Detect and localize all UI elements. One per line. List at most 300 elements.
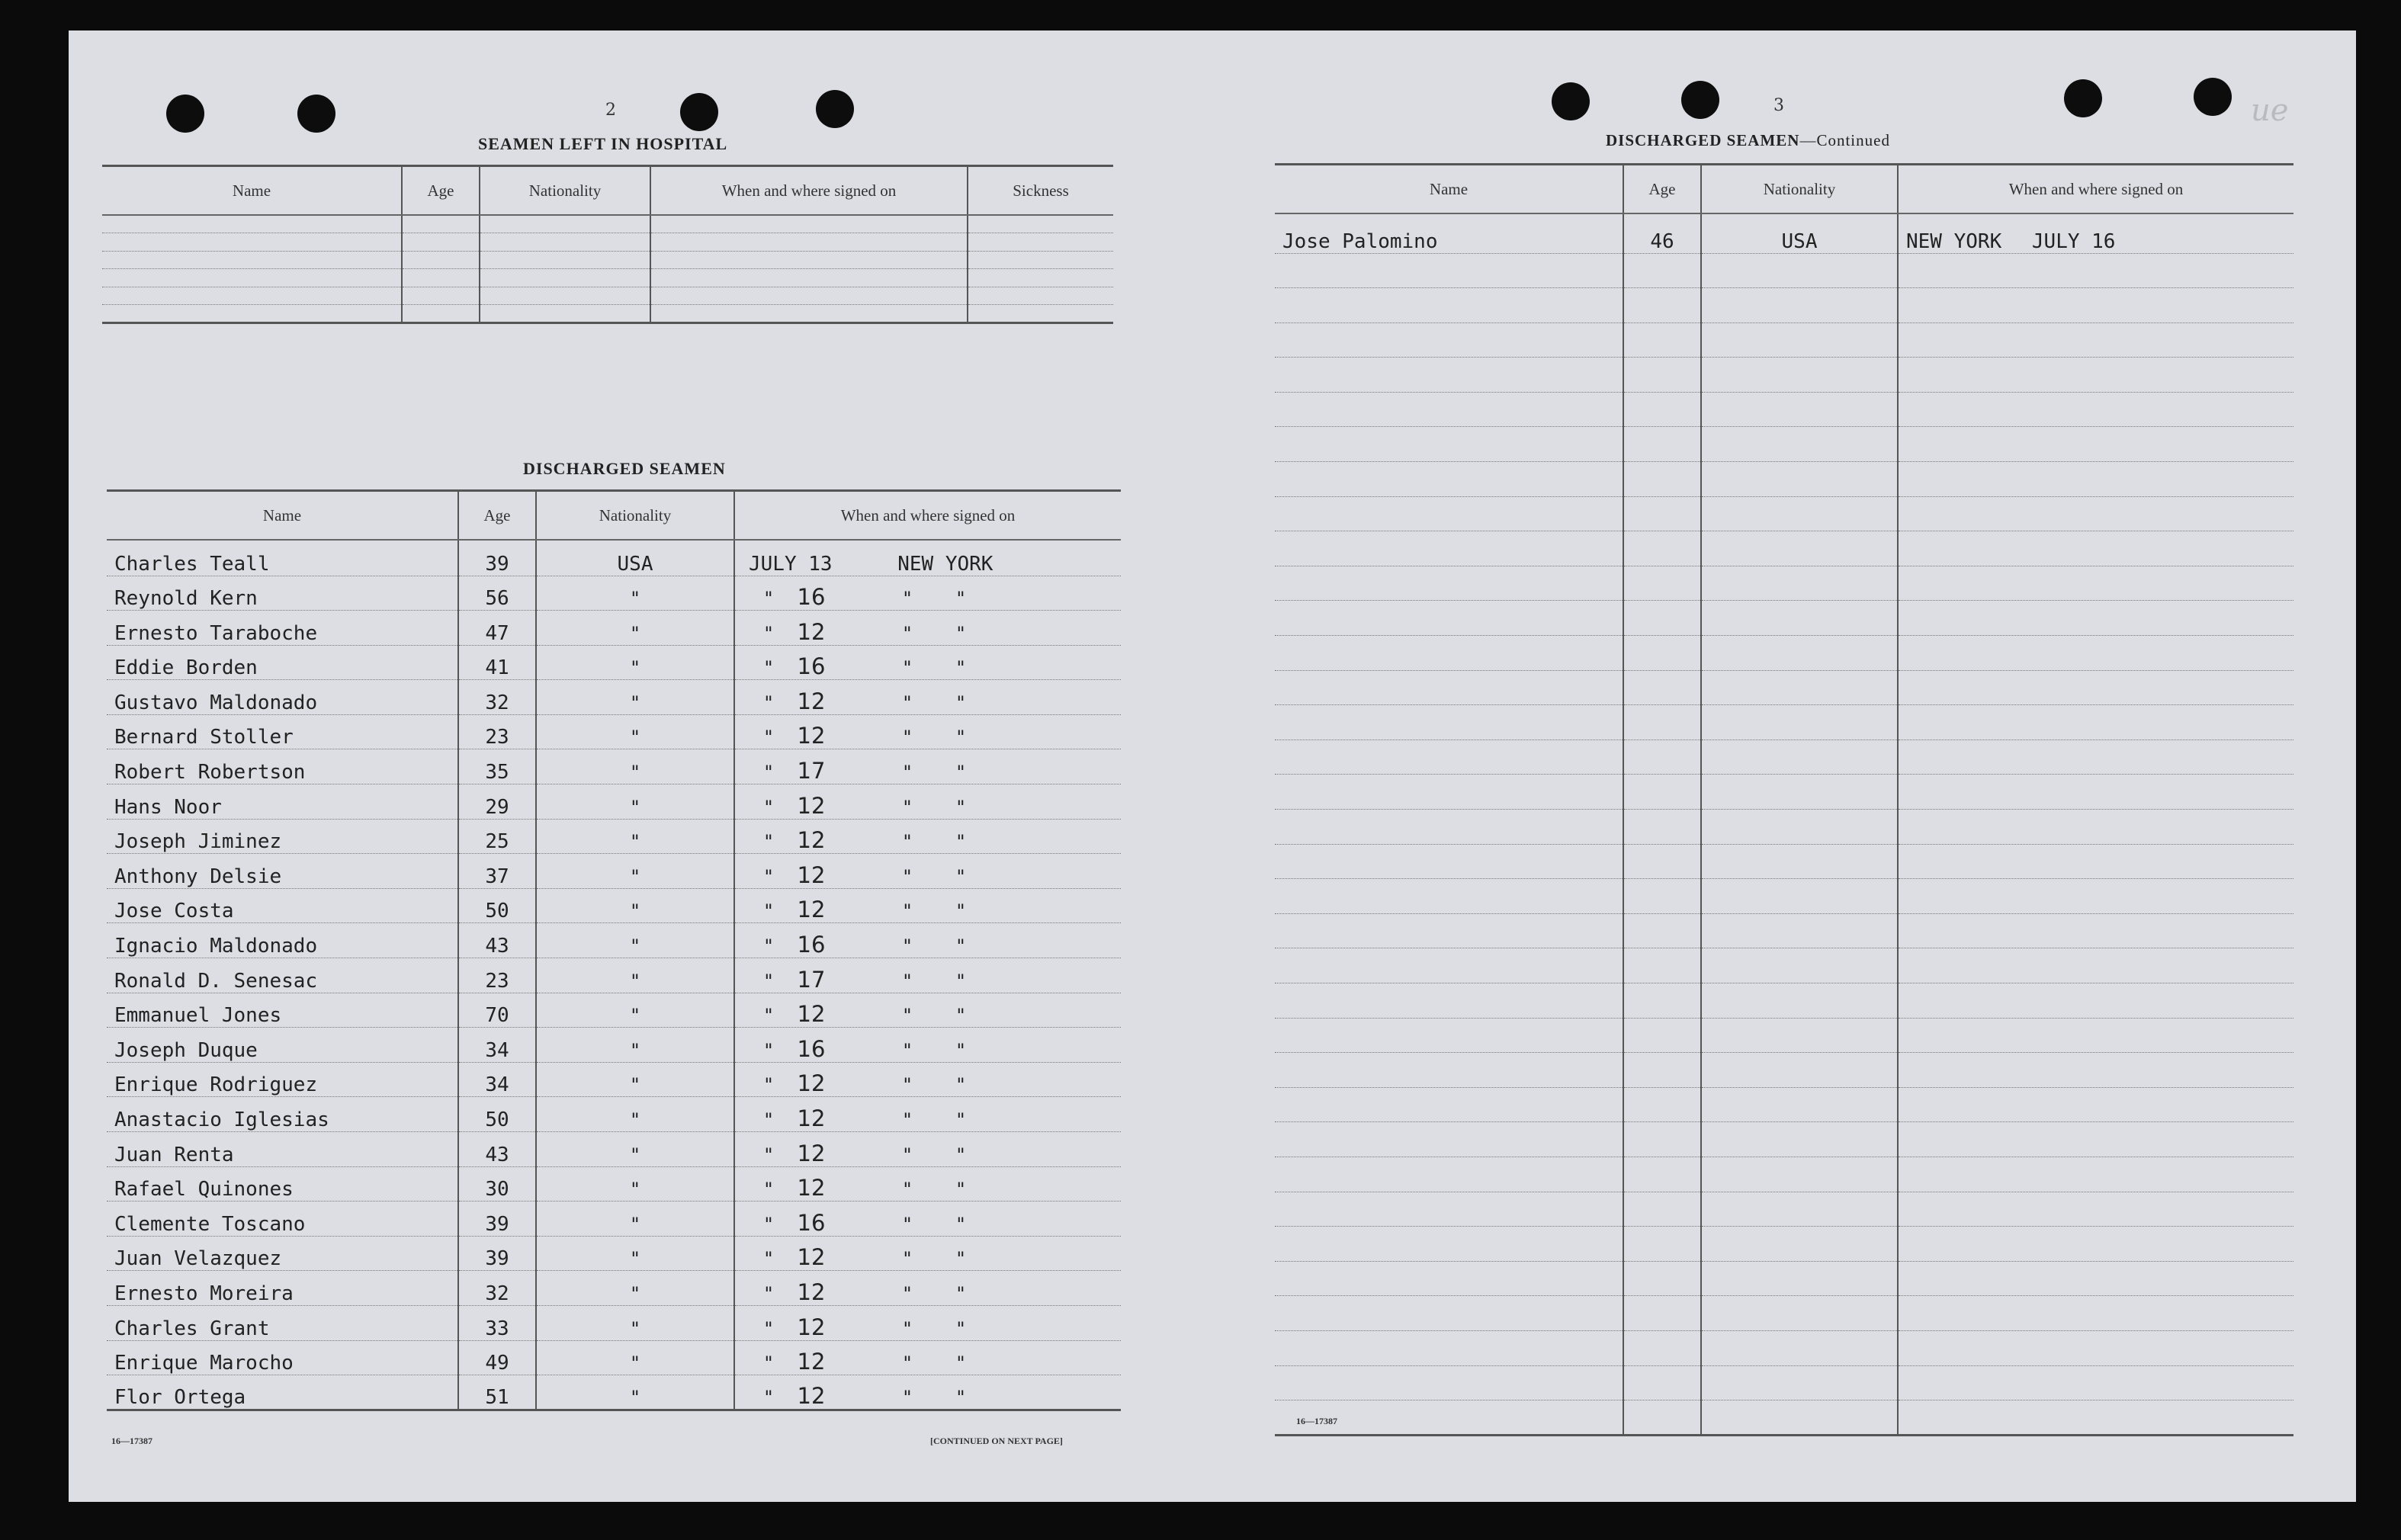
table-row: [1275, 636, 2293, 671]
blank-cell: [1275, 1261, 1623, 1296]
ditto-mark: ": [903, 1213, 912, 1235]
blank-cell: [1623, 531, 1701, 566]
blank-cell: [1898, 948, 2293, 983]
seaman-age: 49: [458, 1340, 536, 1375]
seaman-name: Charles Teall: [107, 540, 458, 576]
blank-cell: [1623, 948, 1701, 983]
blank-cell: [1623, 322, 1701, 358]
hospital-title: SEAMEN LEFT IN HOSPITAL: [478, 134, 728, 153]
blank-cell: [1623, 913, 1701, 948]
table-row: [1275, 775, 2293, 810]
ditto-mark: ": [956, 1317, 965, 1339]
table-row: [1275, 879, 2293, 914]
binder-hole: [2194, 78, 2232, 116]
ditto-mark: ": [631, 796, 640, 818]
seaman-age: 25: [458, 819, 536, 854]
ditto-mark: ": [631, 588, 640, 610]
blank-cell: [1898, 1261, 2293, 1296]
blank-cell: [1898, 879, 2293, 914]
ditto-mark: ": [956, 1213, 965, 1235]
seaman-nationality-ditto: [536, 923, 734, 958]
seaman-nationality-ditto: [536, 645, 734, 680]
seaman-name: Eddie Borden: [107, 645, 458, 680]
ditto-mark: ": [631, 1179, 640, 1201]
blank-cell: [1275, 566, 1623, 601]
signed-day: 16: [797, 932, 826, 958]
blank-cell: [1275, 1018, 1623, 1053]
seaman-age: 70: [458, 993, 536, 1028]
blank-cell: [1623, 288, 1701, 323]
seaman-name: Ernesto Taraboche: [107, 611, 458, 646]
seaman-age: 47: [458, 611, 536, 646]
blank-cell: [1701, 1400, 1898, 1436]
blank-cell: [1898, 810, 2293, 845]
blank-cell: [1898, 1053, 2293, 1088]
table-row: [107, 714, 1121, 749]
col-signed-on: When and where signed on: [734, 491, 1121, 541]
ditto-mark: ": [764, 1074, 773, 1096]
blank-cell: [1275, 705, 1623, 740]
table-row: [107, 540, 1121, 576]
ditto-mark: ": [956, 1248, 965, 1270]
seaman-age: 39: [458, 1202, 536, 1237]
ditto-mark: ": [903, 1109, 912, 1131]
ditto-mark: ": [903, 935, 912, 958]
ditto-mark: ": [956, 865, 965, 887]
blank-cell: [1701, 427, 1898, 462]
ditto-mark: ": [631, 1282, 640, 1304]
ditto-mark: ": [903, 865, 912, 887]
ditto-mark: ": [631, 1386, 640, 1408]
ditto-mark: ": [956, 970, 965, 992]
ditto-mark: ": [764, 1144, 773, 1166]
table-row: [1275, 253, 2293, 288]
title-main: DISCHARGED SEAMEN: [1606, 131, 1800, 149]
table-row: [1275, 427, 2293, 462]
col-name: Name: [102, 166, 402, 216]
ditto-mark: ": [956, 1386, 965, 1408]
form-number-left: 16—17387: [111, 1436, 152, 1446]
ditto-mark: ": [631, 622, 640, 644]
table-row: [107, 749, 1121, 784]
blank-cell: [1623, 775, 1701, 810]
blank-cell: [1898, 288, 2293, 323]
blank-cell: [650, 215, 968, 233]
ditto-mark: ": [903, 762, 912, 784]
blank-cell: [1898, 1018, 2293, 1053]
signed-day: 12: [797, 897, 826, 923]
blank-cell: [1275, 1157, 1623, 1192]
seaman-name: Jose Palomino: [1275, 213, 1623, 253]
blank-cell: [402, 305, 480, 323]
table-row: [1275, 913, 2293, 948]
seaman-name: Anthony Delsie: [107, 854, 458, 889]
blank-cell: [1898, 1087, 2293, 1122]
ditto-mark: ": [956, 1179, 965, 1201]
blank-cell: [1275, 879, 1623, 914]
blank-cell: [1701, 288, 1898, 323]
col-nationality: Nationality: [480, 166, 650, 216]
seaman-age: 23: [458, 714, 536, 749]
ditto-mark: ": [764, 727, 773, 749]
ditto-mark: ": [903, 1352, 912, 1375]
blank-cell: [1623, 1261, 1701, 1296]
seaman-signed-on: [734, 1202, 1121, 1237]
ditto-mark: ": [631, 935, 640, 958]
ditto-mark: ": [764, 691, 773, 714]
table-row: [102, 215, 1113, 233]
blank-cell: [1623, 1053, 1701, 1088]
blank-cell: [480, 233, 650, 252]
blank-cell: [1898, 253, 2293, 288]
signed-day: 12: [797, 1140, 826, 1166]
ditto-mark: ": [956, 691, 965, 714]
seaman-nationality-ditto: [536, 749, 734, 784]
table-row: [1275, 601, 2293, 636]
seaman-nationality: USA: [1701, 213, 1898, 253]
blank-cell: [1275, 1330, 1623, 1365]
blank-cell: [1898, 670, 2293, 705]
blank-cell: [1623, 566, 1701, 601]
blank-cell: [1275, 601, 1623, 636]
blank-cell: [968, 305, 1113, 323]
table-row: [1275, 496, 2293, 531]
table-row: [107, 819, 1121, 854]
blank-cell: [968, 215, 1113, 233]
blank-cell: [1275, 496, 1623, 531]
seaman-age: 34: [458, 1062, 536, 1097]
ditto-mark: ": [903, 970, 912, 992]
seaman-name: Bernard Stoller: [107, 714, 458, 749]
blank-cell: [1275, 636, 1623, 671]
ditto-mark: ": [903, 1179, 912, 1201]
ditto-mark: ": [764, 900, 773, 922]
ditto-mark: ": [956, 1039, 965, 1061]
blank-cell: [1701, 1227, 1898, 1262]
seaman-age: 43: [458, 923, 536, 958]
table-row: [107, 1236, 1121, 1271]
seaman-age: 34: [458, 1028, 536, 1063]
seaman-name: Joseph Duque: [107, 1028, 458, 1063]
table-row: [107, 1340, 1121, 1375]
table-row: [107, 1305, 1121, 1340]
ditto-mark: ": [956, 1282, 965, 1304]
table-row: [107, 958, 1121, 993]
ditto-mark: ": [956, 1005, 965, 1027]
signed-day: 12: [797, 688, 826, 714]
blank-cell: [1701, 1053, 1898, 1088]
blank-cell: [1898, 462, 2293, 497]
seaman-nationality-ditto: [536, 1132, 734, 1167]
blank-cell: [1275, 1053, 1623, 1088]
seaman-nationality-ditto: [536, 611, 734, 646]
table-row: [107, 1375, 1121, 1410]
ditto-mark: ": [631, 762, 640, 784]
seaman-age: 37: [458, 854, 536, 889]
blank-cell: [1898, 1122, 2293, 1157]
signed-day: 16: [797, 653, 826, 680]
blank-cell: [1623, 462, 1701, 497]
table-row: [107, 576, 1121, 611]
blank-cell: [102, 287, 402, 305]
seaman-age: 50: [458, 888, 536, 923]
blank-cell: [1701, 670, 1898, 705]
seaman-name: Jose Costa: [107, 888, 458, 923]
signed-day: 12: [797, 1105, 826, 1131]
blank-cell: [1275, 358, 1623, 393]
seaman-name: Juan Renta: [107, 1132, 458, 1167]
blank-cell: [1701, 844, 1898, 879]
table-row: [1275, 531, 2293, 566]
seaman-nationality-ditto: [536, 576, 734, 611]
ditto-mark: ": [956, 657, 965, 679]
blank-cell: [1623, 1122, 1701, 1157]
blank-cell: [402, 215, 480, 233]
seaman-signed-on: [734, 1271, 1121, 1306]
ditto-mark: ": [631, 900, 640, 922]
blank-cell: [1898, 1400, 2293, 1436]
table-row: [1275, 358, 2293, 393]
seaman-signed-on: [734, 1305, 1121, 1340]
seaman-name: Joseph Jiminez: [107, 819, 458, 854]
blank-cell: [1623, 392, 1701, 427]
blank-cell: [1898, 392, 2293, 427]
blank-cell: [1623, 1157, 1701, 1192]
signed-day: 17: [797, 758, 826, 784]
blank-cell: [1898, 531, 2293, 566]
blank-cell: [480, 215, 650, 233]
blank-cell: [1623, 1330, 1701, 1365]
blank-cell: [1623, 1296, 1701, 1331]
blank-cell: [1898, 496, 2293, 531]
blank-cell: [1701, 531, 1898, 566]
seaman-nationality-ditto: [536, 1236, 734, 1271]
blank-cell: [650, 233, 968, 252]
table-row: [1275, 1227, 2293, 1262]
ditto-mark: ": [956, 935, 965, 958]
blank-cell: [1275, 288, 1623, 323]
blank-cell: [1701, 1018, 1898, 1053]
blank-cell: [1701, 496, 1898, 531]
blank-cell: [402, 233, 480, 252]
ditto-mark: ": [956, 900, 965, 922]
blank-cell: [102, 251, 402, 269]
col-age: Age: [458, 491, 536, 541]
ditto-mark: ": [903, 657, 912, 679]
seaman-name: Reynold Kern: [107, 576, 458, 611]
blank-cell: [1275, 810, 1623, 845]
seaman-nationality-ditto: [536, 1375, 734, 1410]
seaman-signed-on: [734, 1375, 1121, 1410]
table-row: [1275, 844, 2293, 879]
seaman-nationality-ditto: [536, 784, 734, 820]
seaman-nationality-ditto: [536, 993, 734, 1028]
blank-cell: [1275, 844, 1623, 879]
ditto-mark: ": [956, 762, 965, 784]
blank-cell: [1275, 1122, 1623, 1157]
seaman-nationality: USA: [536, 540, 734, 576]
blank-cell: [1701, 1365, 1898, 1400]
blank-cell: [650, 305, 968, 323]
seaman-signed-on: [734, 576, 1121, 611]
ditto-mark: ": [956, 1352, 965, 1375]
blank-cell: [1623, 983, 1701, 1018]
seaman-nationality-ditto: [536, 888, 734, 923]
table-row: [1275, 288, 2293, 323]
blank-cell: [1898, 1296, 2293, 1331]
continued-note: [CONTINUED ON NEXT PAGE]: [930, 1436, 1063, 1446]
blank-cell: [1623, 496, 1701, 531]
col-age: Age: [1623, 165, 1701, 214]
ditto-mark: ": [631, 970, 640, 992]
ditto-mark: ": [956, 1109, 965, 1131]
blank-cell: [650, 269, 968, 287]
ditto-mark: ": [903, 588, 912, 610]
title-suffix: —Continued: [1799, 131, 1890, 149]
blank-cell: [1275, 253, 1623, 288]
ditto-mark: ": [903, 622, 912, 644]
ditto-mark: ": [764, 796, 773, 818]
table-row: [107, 1097, 1121, 1132]
page-number-right: 3: [1773, 96, 1784, 115]
blank-cell: [1701, 358, 1898, 393]
blank-cell: [1701, 1261, 1898, 1296]
seaman-signed-on: [734, 749, 1121, 784]
table-row: [1275, 670, 2293, 705]
ditto-mark: ": [764, 1039, 773, 1061]
blank-cell: [1275, 983, 1623, 1018]
blank-cell: [1623, 1018, 1701, 1053]
corner-mark: ue: [2251, 93, 2289, 128]
blank-cell: [1898, 913, 2293, 948]
seaman-age: 50: [458, 1097, 536, 1132]
ditto-mark: ": [903, 831, 912, 853]
binder-hole: [166, 95, 204, 133]
seaman-age: 39: [458, 1236, 536, 1271]
blank-cell: [1623, 670, 1701, 705]
blank-cell: [1701, 913, 1898, 948]
table-row: [1275, 1157, 2293, 1192]
ditto-mark: ": [903, 1005, 912, 1027]
blank-cell: [1701, 253, 1898, 288]
signed-day: 12: [797, 827, 826, 854]
seaman-age: 30: [458, 1166, 536, 1202]
table-row: [107, 888, 1121, 923]
ditto-mark: ": [956, 1144, 965, 1166]
ditto-mark: ": [956, 727, 965, 749]
blank-cell: [1898, 1157, 2293, 1192]
blank-cell: [1275, 1227, 1623, 1262]
discharged-title: DISCHARGED SEAMEN: [523, 459, 726, 478]
discharged-table: [107, 489, 1121, 1411]
seaman-signed-on: [734, 784, 1121, 820]
seaman-age: 32: [458, 1271, 536, 1306]
ditto-mark: ": [631, 1317, 640, 1339]
blank-cell: [968, 251, 1113, 269]
table-row: [107, 1028, 1121, 1063]
seaman-nationality-ditto: [536, 1305, 734, 1340]
table-row: [1275, 948, 2293, 983]
table-row: [102, 233, 1113, 252]
discharged-continued-title: [1606, 131, 1890, 150]
seaman-name: Anastacio Iglesias: [107, 1097, 458, 1132]
seaman-age: 56: [458, 576, 536, 611]
seaman-signed-on: [734, 923, 1121, 958]
seaman-nationality-ditto: [536, 1271, 734, 1306]
table-row: [107, 923, 1121, 958]
ditto-mark: ": [764, 1282, 773, 1304]
ditto-mark: ": [764, 1213, 773, 1235]
ditto-mark: ": [631, 1005, 640, 1027]
seaman-signed-on: [734, 1097, 1121, 1132]
ditto-mark: ": [903, 1317, 912, 1339]
signed-month: JULY 13: [749, 552, 833, 576]
seaman-name: Enrique Rodriguez: [107, 1062, 458, 1097]
ditto-mark: ": [631, 1144, 640, 1166]
blank-cell: [1701, 1192, 1898, 1227]
ditto-mark: ": [764, 588, 773, 610]
seaman-signed-on: [734, 645, 1121, 680]
table-row: [107, 680, 1121, 715]
table-row: [102, 269, 1113, 287]
ditto-mark: ": [903, 1039, 912, 1061]
blank-cell: [1623, 1227, 1701, 1262]
seaman-age: 33: [458, 1305, 536, 1340]
seaman-signed-on: [734, 1132, 1121, 1167]
col-signed-on: When and where signed on: [1898, 165, 2293, 214]
seaman-name: Flor Ortega: [107, 1375, 458, 1410]
blank-cell: [480, 287, 650, 305]
blank-cell: [102, 215, 402, 233]
seaman-nationality-ditto: [536, 958, 734, 993]
table-row: [107, 1062, 1121, 1097]
blank-cell: [1623, 1365, 1701, 1400]
hospital-table: [102, 165, 1113, 324]
table-row: [1275, 740, 2293, 775]
blank-cell: [1701, 636, 1898, 671]
register-sheet: [69, 30, 2356, 1502]
blank-cell: [1275, 427, 1623, 462]
blank-cell: [402, 269, 480, 287]
blank-cell: [1623, 705, 1701, 740]
seaman-name: Juan Velazquez: [107, 1236, 458, 1271]
table-row: [1275, 1192, 2293, 1227]
ditto-mark: ": [631, 1248, 640, 1270]
binder-hole: [680, 93, 718, 131]
seaman-signed-on: [734, 1236, 1121, 1271]
blank-cell: [1701, 948, 1898, 983]
blank-cell: [1623, 740, 1701, 775]
seaman-nationality-ditto: [536, 680, 734, 715]
blank-cell: [1898, 322, 2293, 358]
seaman-signed-on: [734, 854, 1121, 889]
blank-cell: [1701, 392, 1898, 427]
binder-hole: [1681, 81, 1719, 119]
seaman-signed-on: [1898, 213, 2293, 253]
ditto-mark: ": [764, 1179, 773, 1201]
blank-cell: [402, 251, 480, 269]
table-row: [107, 1202, 1121, 1237]
seaman-nationality-ditto: [536, 714, 734, 749]
seaman-signed-on: [734, 540, 1121, 576]
ditto-mark: ": [956, 622, 965, 644]
table-row: [107, 784, 1121, 820]
signed-day: 16: [797, 584, 826, 611]
seaman-nationality-ditto: [536, 1028, 734, 1063]
signed-day: 12: [797, 1175, 826, 1202]
blank-cell: [1623, 879, 1701, 914]
seaman-signed-on: [734, 611, 1121, 646]
